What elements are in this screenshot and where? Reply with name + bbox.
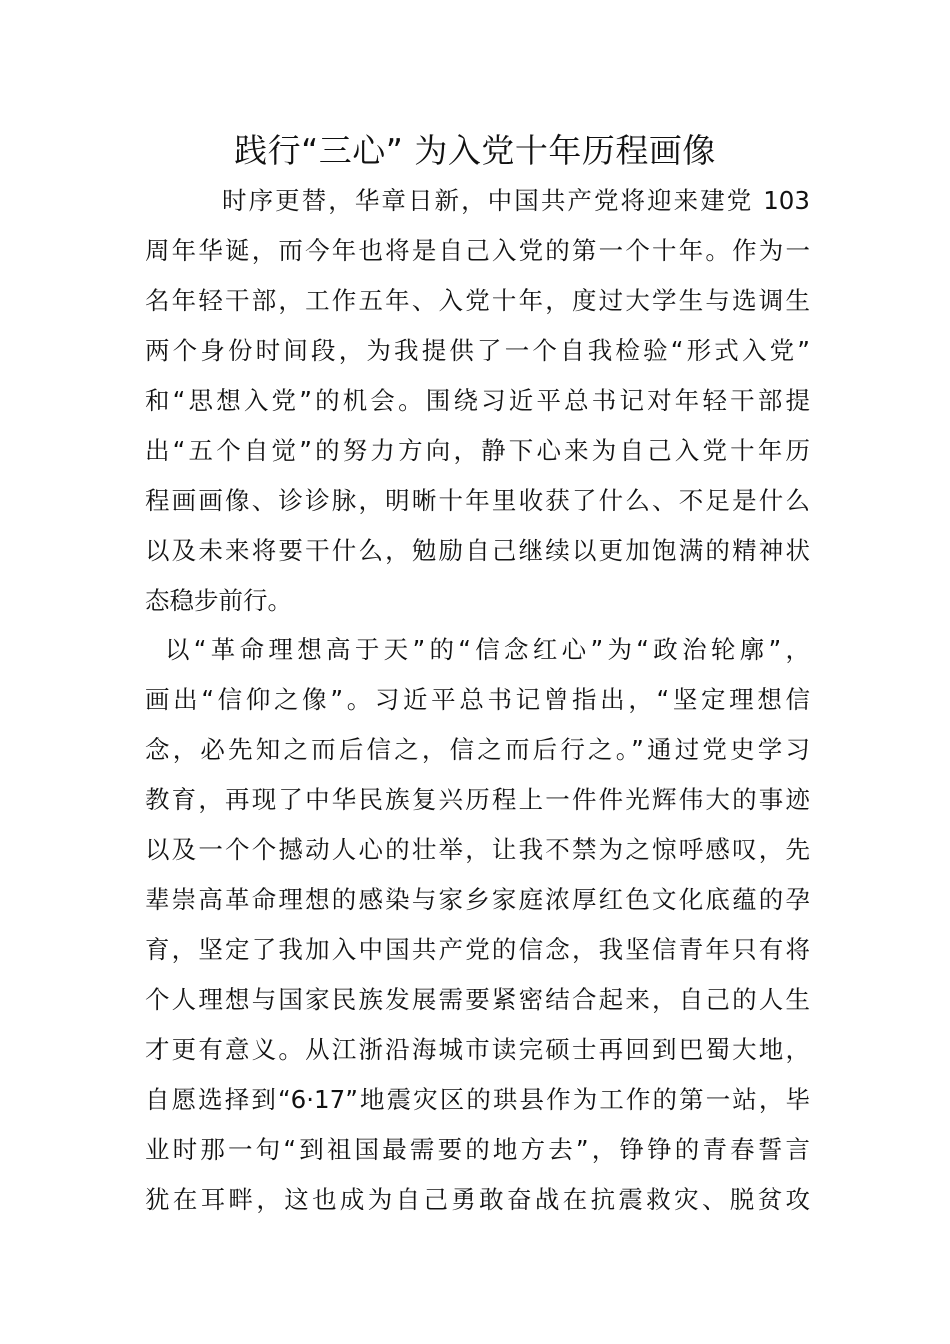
paragraph-line: 教育，再现了中华民族复兴历程上一件件光辉伟大的事迹 (145, 785, 810, 814)
paragraph-line: 以及未来将要干什么，勉励自己继续以更加饱满的精神状 (145, 536, 810, 565)
paragraph-line: 程画画像、诊诊脉，明晰十年里收获了什么、不足是什么 (145, 486, 810, 515)
paragraph-line: 两个身份时间段，为我提供了一个自我检验“形式入党” (145, 336, 810, 365)
paragraph-line: 个人理想与国家民族发展需要紧密结合起来，自己的人生 (145, 985, 810, 1014)
paragraph-line: 以“革命理想高于天”的“信念红心”为“政治轮廓”， (165, 635, 810, 664)
paragraph-line: 画出“信仰之像”。习近平总书记曾指出，“坚定理想信 (145, 685, 810, 714)
paragraph-line: 育，坚定了我加入中国共产党的信念，我坚信青年只有将 (145, 935, 810, 964)
paragraph-line: 自愿选择到“6·17”地震灾区的珙县作为工作的第一站，毕 (145, 1085, 810, 1114)
paragraph-line: 时序更替，华章日新，中国共产党将迎来建党 103 (222, 186, 810, 215)
document-title: 践行“三心” 为入党十年历程画像 (234, 131, 716, 170)
paragraph-line: 念，必先知之而后信之，信之而后行之。”通过党史学习 (145, 735, 810, 764)
paragraph-line: 态稳步前行。 (145, 586, 292, 615)
paragraph-line: 辈崇高革命理想的感染与家乡家庭浓厚红色文化底蕴的孕 (145, 885, 810, 914)
paragraph-line: 名年轻干部，工作五年、入党十年，度过大学生与选调生 (145, 286, 810, 315)
paragraph-line: 出“五个自觉”的努力方向，静下心来为自己入党十年历 (145, 436, 810, 465)
paragraph-line: 业时那一句“到祖国最需要的地方去”，铮铮的青春誓言 (145, 1135, 810, 1164)
paragraph-line: 才更有意义。从江浙沿海城市读完硕士再回到巴蜀大地， (145, 1035, 810, 1064)
paragraph-line: 和“思想入党”的机会。围绕习近平总书记对年轻干部提 (145, 386, 810, 415)
paragraph-line: 周年华诞，而今年也将是自己入党的第一个十年。作为一 (145, 236, 810, 265)
paragraph-line: 犹在耳畔，这也成为自己勇敢奋战在抗震救灾、脱贫攻 (145, 1185, 810, 1214)
paragraph-line: 以及一个个撼动人心的壮举，让我不禁为之惊呼感叹，先 (145, 835, 810, 864)
